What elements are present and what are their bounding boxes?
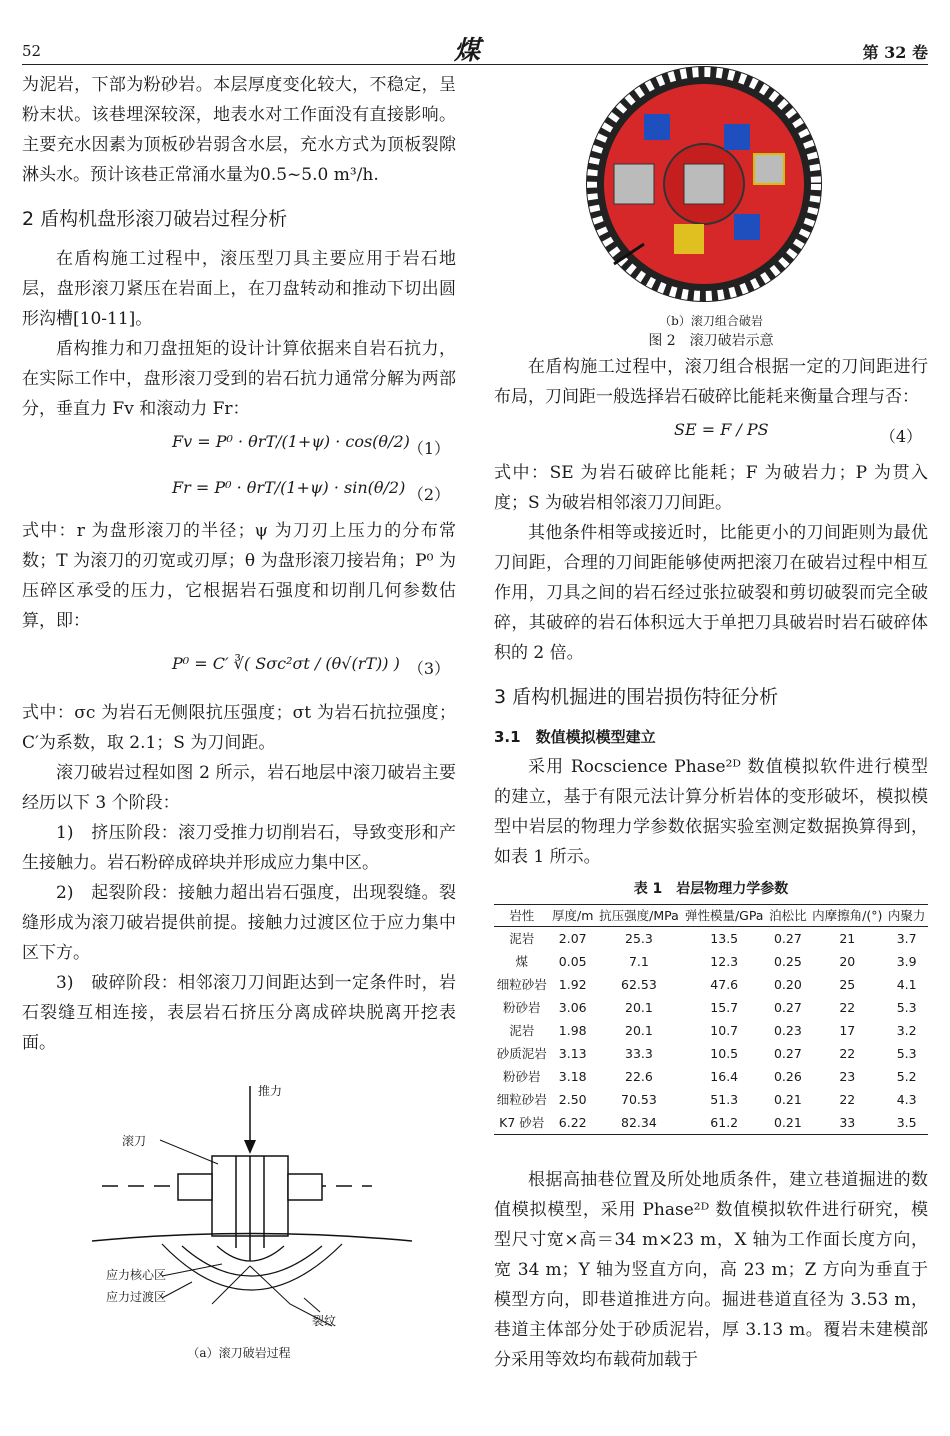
table-row	[494, 950, 928, 973]
table-cell: 21	[839, 931, 856, 946]
table-cell: 3.18	[558, 1069, 587, 1084]
table-row	[494, 996, 928, 1019]
equation-2: Fr = P⁰ · θrT/(1+ψ) · sin(θ/2) （2）	[172, 478, 450, 504]
column-header: 内摩擦角/(°)	[809, 905, 885, 927]
table-cell: 20	[839, 954, 856, 969]
column-header: 弹性模量/GPa	[682, 905, 767, 927]
volume-label: 第 32 卷	[862, 43, 928, 62]
paragraph: 其他条件相等或接近时，比能更小的刀间距则为最优刀间距，合理的刀间距能够使两把滚刀在破岩过程中相互作用，刀具之间的岩石经过张拉破裂和剪切破裂而完全破碎，其破碎的岩石体积远大于单把刀具破岩时岩石破碎体积的 2 倍。	[494, 523, 928, 663]
table-cell: 1.92	[558, 977, 587, 992]
equation-3: P⁰ = C′ ∛( Sσc²σt / (θ√(rT)) ) （3）	[172, 654, 450, 678]
paragraph: 在盾构施工过程中，滚压型刀具主要应用于岩石地层，盘形滚刀紧压在岩面上，在刀盘转动和推动下切出圆形沟槽[10-11]。	[22, 249, 456, 329]
table-cell: 3.06	[558, 1000, 587, 1015]
label-core-zone: 应力核心区	[106, 1268, 167, 1282]
table-cell: 47.6	[710, 977, 739, 992]
table-cell: 13.5	[710, 931, 739, 946]
table-cell: 0.23	[773, 1023, 802, 1038]
table-cell: 0.21	[773, 1092, 802, 1107]
paragraph: 根据高抽巷位置及所处地质条件，建立巷道掘进的数值模拟模型，采用 Phase²ᴰ 数值模拟软件进行研究，模型尺寸宽×高＝34 m×23 m，X 轴为工作面长度方向，宽 34 m；Y 轴为竖直方向，高 23 m；Z 方向为垂直于模型方向，即巷道推进方向。掘进巷道直径为 3.53 m，巷道主体部分处于砂质泥岩，厚 3.13 m。覆岩未建模部分采用等效均布载荷加载于	[494, 1170, 928, 1370]
table-cell: 22	[839, 1000, 856, 1015]
table-cell: 3.5	[885, 1111, 928, 1135]
table-row	[494, 1065, 928, 1088]
table-row	[494, 927, 928, 951]
column-header: 岩性	[494, 905, 549, 927]
table-cell: 0.26	[773, 1069, 802, 1084]
table-cell: 泥岩	[509, 1023, 535, 1038]
figure-2a	[22, 1076, 456, 1366]
paragraph: 在盾构施工过程中，滚刀组合根据一定的刀间距进行布局，刀间距一般选择岩石破碎比能耗来衡量合理与否：	[494, 357, 928, 407]
table-cell: 51.3	[710, 1092, 739, 1107]
table-cell: 23	[839, 1069, 856, 1084]
table-cell: 33	[809, 1111, 885, 1135]
table-cell: 0.21	[767, 1111, 810, 1135]
table-cell: 6.22	[549, 1111, 596, 1135]
paragraph: 采用 Rocscience Phase²ᴰ 数值模拟软件进行模型的建立，基于有限元法计算分析岩体的变形破坏，模拟模型中岩层的物理力学参数依据实验室测定数据换算得到，如表 1 所示。	[494, 757, 928, 867]
table-cell: 细粒砂岩	[496, 977, 547, 992]
table-cell: 17	[839, 1023, 856, 1038]
journal-title: 煤	[454, 36, 481, 66]
table-cell: 12.3	[710, 954, 739, 969]
rock-parameters-table	[494, 904, 928, 1135]
table-cell: 61.2	[682, 1111, 767, 1135]
table-cell: 0.27	[773, 931, 802, 946]
equation-1: Fv = P⁰ · θrT/(1+ψ) · cos(θ/2) （1）	[172, 432, 450, 458]
list-item: 1) 挤压阶段：滚刀受推力切削岩石，导致变形和产生接触力。岩石粉碎成碎块并形成应力集中区。	[22, 823, 456, 873]
table-cell: 10.5	[710, 1046, 739, 1061]
equation-4: SE = F / PS （4）	[674, 420, 922, 446]
column-header: 厚度/m	[549, 905, 596, 927]
section-heading-2: 2 盾构机盘形滚刀破岩过程分析	[22, 208, 288, 230]
table-cell: 33.3	[625, 1046, 653, 1061]
paragraph: 盾构推力和刀盘扭矩的设计计算依据来自岩石抗力，在实际工作中，盘形滚刀受到的岩石抗力通常分解为两部分，垂直力 Fv 和滚动力 Fr：	[22, 339, 456, 419]
column-header: 内聚力	[885, 905, 928, 927]
table-cell: 4.1	[896, 977, 917, 992]
table-cell: 细粒砂岩	[496, 1092, 547, 1107]
table-cell: 5.3	[896, 1000, 917, 1015]
table-cell: 0.25	[773, 954, 802, 969]
table-cell: 0.20	[773, 977, 802, 992]
table-cell: 2.50	[558, 1092, 587, 1107]
table-cell: 4.3	[896, 1092, 917, 1107]
table-cell: 3.9	[896, 954, 917, 969]
figure-2-caption: 图 2 滚刀破岩示意	[648, 333, 774, 349]
table-cell: 22	[839, 1092, 856, 1107]
table-cell: 82.34	[596, 1111, 682, 1135]
table-cell: 3.7	[896, 931, 917, 946]
subsection-heading: 3.1 数值模拟模型建立	[494, 728, 656, 746]
label-thrust: 推力	[258, 1084, 283, 1098]
paragraph: 为泥岩，下部为粉砂岩。本层厚度变化较大，不稳定，呈粉末状。该巷埋深较深，地表水对工作面没有直接影响。主要充水因素为顶板砂岩弱含水层，充水方式为顶板裂隙淋头水。预计该巷正常涌水量为0.5~5.0 m³/h.	[22, 75, 456, 185]
cutterhead-image	[494, 64, 928, 312]
table-cell: 70.53	[621, 1092, 657, 1107]
table-cell: 20.1	[625, 1023, 653, 1038]
table-cell: 5.2	[896, 1069, 917, 1084]
left-column	[22, 70, 456, 1366]
column-header: 抗压强度/MPa	[596, 905, 682, 927]
figure-2b-caption: （b）滚刀组合破岩	[659, 314, 763, 328]
table-cell: 25	[839, 977, 856, 992]
table-cell: 泥岩	[509, 931, 535, 946]
figure-2b	[494, 64, 928, 312]
section-heading-3: 3 盾构机掘进的围岩损伤特征分析	[494, 686, 779, 708]
table-row	[494, 973, 928, 996]
label-transition-zone: 应力过渡区	[106, 1290, 167, 1304]
table-cell: 0.05	[558, 954, 587, 969]
list-item: 2) 起裂阶段：接触力超出岩石强度，出现裂缝。裂缝形成为滚刀破岩提供前提。接触力过渡区位于应力集中区下方。	[22, 883, 456, 963]
paragraph: 滚刀破岩过程如图 2 所示，岩石地层中滚刀破岩主要经历以下 3 个阶段：	[22, 763, 456, 813]
table-title: 表 1 岩层物理力学参数	[633, 881, 789, 897]
table-cell: 2.07	[558, 931, 587, 946]
label-cutter: 滚刀	[122, 1134, 147, 1148]
table-cell: 10.7	[710, 1023, 739, 1038]
page-header	[22, 30, 928, 65]
column-header: 泊松比	[767, 905, 810, 927]
table-cell: 15.7	[710, 1000, 739, 1015]
table-cell: 粉砂岩	[502, 1000, 541, 1015]
right-column	[494, 64, 928, 1375]
paragraph: 式中：σc 为岩石无侧限抗压强度；σt 为岩石抗拉强度；C′为系数，取 2.1；S 为刀间距。	[22, 703, 456, 753]
paragraph: 式中：SE 为岩石破碎比能耗；F 为破岩力；P 为贯入度；S 为破岩相邻滚刀刀间距。	[494, 463, 928, 513]
table-row	[494, 1088, 928, 1111]
table-cell: 粉砂岩	[502, 1069, 541, 1084]
table-row	[494, 1111, 928, 1135]
table-cell: 3.2	[896, 1023, 917, 1038]
page-number: 52	[22, 42, 42, 60]
table-cell: 16.4	[710, 1069, 739, 1084]
table-cell: 1.98	[558, 1023, 587, 1038]
table-cell: 0.27	[773, 1046, 802, 1061]
table-cell: 煤	[515, 954, 528, 969]
list-item: 3) 破碎阶段：相邻滚刀刀间距达到一定条件时，岩石裂缝互相连接，表层岩石挤压分离成碎块脱离开挖表面。	[22, 973, 456, 1053]
table-cell: 22.6	[625, 1069, 653, 1084]
label-crack: 裂纹	[312, 1314, 337, 1328]
cutter-diagram	[22, 1076, 456, 1346]
table-cell: 0.27	[773, 1000, 802, 1015]
table-cell: 7.1	[628, 954, 649, 969]
table-cell: 砂质泥岩	[496, 1046, 547, 1061]
table-cell: 20.1	[625, 1000, 653, 1015]
table-cell: 22	[839, 1046, 856, 1061]
table-cell: 62.53	[621, 977, 657, 992]
figure-2a-caption: （a）滚刀破岩过程	[187, 1346, 291, 1360]
table-cell: 25.3	[625, 931, 653, 946]
table-cell: 5.3	[896, 1046, 917, 1061]
table-header-row	[494, 905, 928, 927]
table-row	[494, 1042, 928, 1065]
paragraph: 式中：r 为盘形滚刀的半径；ψ 为刀刃上压力的分布常数；T 为滚刀的刃宽或刃厚；θ 为盘形滚刀接岩角；P⁰ 为压碎区承受的压力，它根据岩石强度和切削几何参数估算，即：	[22, 521, 456, 631]
table-cell: K7 砂岩	[494, 1111, 549, 1135]
table-row	[494, 1019, 928, 1042]
table-cell: 3.13	[558, 1046, 587, 1061]
